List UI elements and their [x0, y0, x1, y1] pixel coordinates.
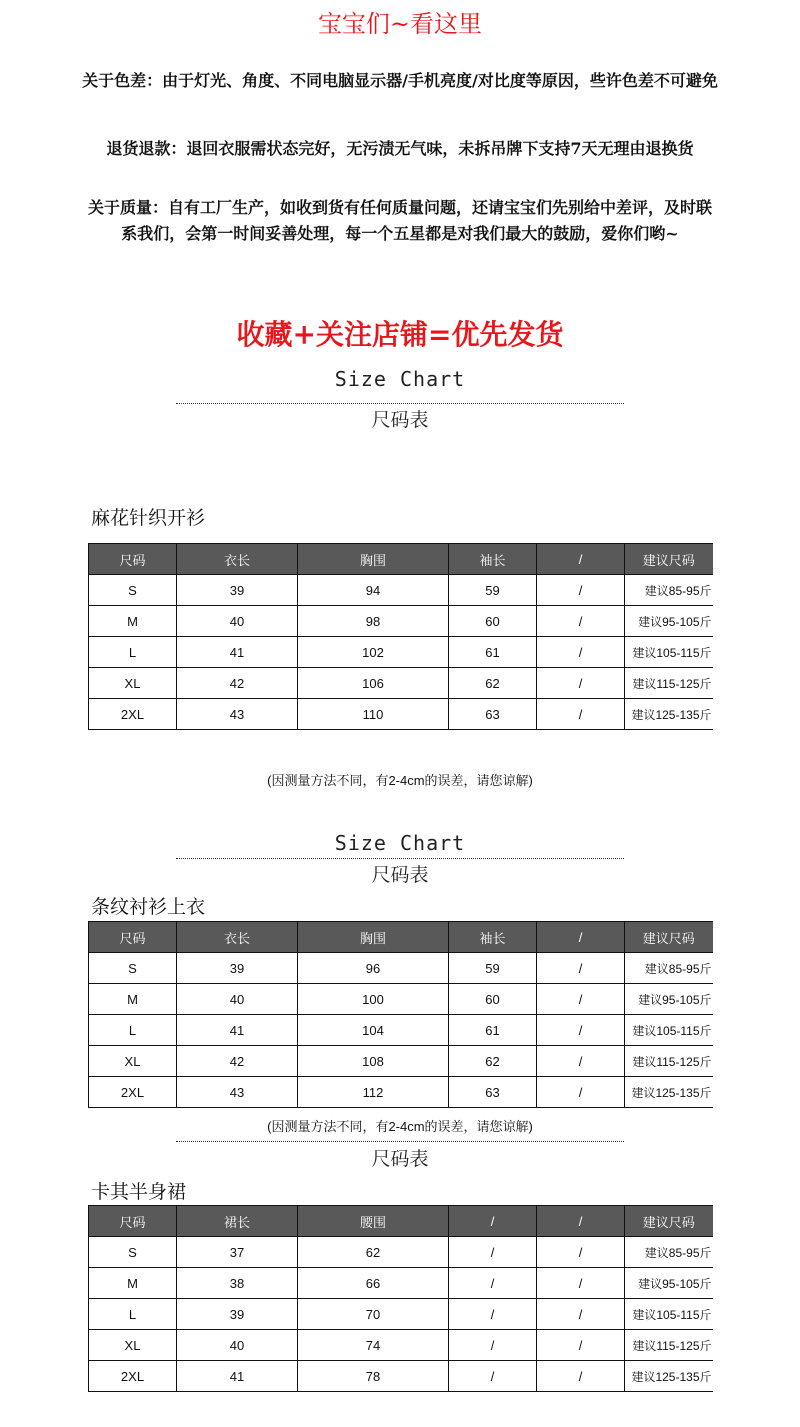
- size-table: [88, 921, 713, 1108]
- table-cell: 建议95-105斤: [625, 984, 713, 1015]
- table-row: [89, 637, 713, 668]
- table-row: [89, 606, 713, 637]
- quality-notice-line-1: 关于质量：自有工厂生产，如收到货有任何质量问题，还请宝宝们先别给中差评，及时联: [87, 198, 712, 217]
- table-header-row: [89, 1206, 713, 1237]
- table-cell: 2XL: [89, 699, 177, 730]
- table-cell: /: [537, 606, 625, 637]
- column-header: /: [537, 544, 625, 575]
- table-cell: 37: [177, 1237, 298, 1268]
- table-cell: 建议95-105斤: [625, 1268, 713, 1299]
- table-cell: 建议115-125斤: [625, 1046, 713, 1077]
- table-cell: 41: [177, 637, 298, 668]
- table-cell: 41: [177, 1361, 298, 1392]
- table-cell: M: [89, 1268, 177, 1299]
- table-cell: 38: [177, 1268, 298, 1299]
- product-title: 麻花针织开衫: [91, 507, 206, 529]
- column-header: 建议尺码: [625, 1206, 713, 1237]
- table-cell: 43: [177, 699, 298, 730]
- table-header-row: [89, 544, 713, 575]
- table-row: [89, 984, 713, 1015]
- size-table-subtitle: 尺码表: [371, 864, 429, 886]
- color-difference-notice: 关于色差：由于灯光、角度、不同电脑显示器/手机亮度/对比度等原因，些许色差不可避免: [82, 71, 718, 90]
- table-cell: 60: [449, 984, 537, 1015]
- table-row: [89, 1046, 713, 1077]
- table-cell: 40: [177, 606, 298, 637]
- table-cell: 61: [449, 1015, 537, 1046]
- table-cell: S: [89, 575, 177, 606]
- table-cell: /: [537, 1237, 625, 1268]
- table-cell: 98: [298, 606, 449, 637]
- table-cell: 59: [449, 575, 537, 606]
- table-cell: L: [89, 1015, 177, 1046]
- table-cell: S: [89, 1237, 177, 1268]
- quality-notice: [0, 195, 800, 247]
- column-header: /: [537, 922, 625, 953]
- table-cell: /: [537, 668, 625, 699]
- divider: [176, 403, 624, 404]
- table-cell: 106: [298, 668, 449, 699]
- table-cell: /: [537, 1077, 625, 1108]
- table-cell: /: [449, 1299, 537, 1330]
- table-cell: 70: [298, 1299, 449, 1330]
- size-chart-heading: Size Chart: [334, 367, 466, 391]
- table-cell: M: [89, 984, 177, 1015]
- table-cell: /: [537, 575, 625, 606]
- table-cell: 60: [449, 606, 537, 637]
- table-cell: 62: [449, 668, 537, 699]
- table-cell: 42: [177, 668, 298, 699]
- table-row: [89, 1268, 713, 1299]
- table-row: [89, 575, 713, 606]
- table-cell: 建议85-95斤: [625, 1237, 713, 1268]
- table-cell: 建议95-105斤: [625, 606, 713, 637]
- table-cell: L: [89, 637, 177, 668]
- table-cell: 建议115-125斤: [625, 668, 713, 699]
- table-cell: /: [537, 984, 625, 1015]
- table-cell: XL: [89, 1046, 177, 1077]
- divider: [176, 858, 624, 859]
- promo-banner: 收藏+关注店铺=优先发货: [236, 318, 564, 351]
- table-cell: /: [537, 1299, 625, 1330]
- table-cell: 94: [298, 575, 449, 606]
- table-cell: /: [537, 637, 625, 668]
- table-row: [89, 1015, 713, 1046]
- table-cell: 62: [298, 1237, 449, 1268]
- table-cell: 41: [177, 1015, 298, 1046]
- column-header: 裙长: [177, 1206, 298, 1237]
- table-row: [89, 1299, 713, 1330]
- table-cell: 43: [177, 1077, 298, 1108]
- table-row: [89, 699, 713, 730]
- table-cell: XL: [89, 668, 177, 699]
- table-cell: /: [537, 699, 625, 730]
- table-row: [89, 1237, 713, 1268]
- return-policy-notice: 退货退款：退回衣服需状态完好，无污渍无气味，未拆吊牌下支持7天无理由退换货: [106, 139, 694, 158]
- column-header: /: [449, 1206, 537, 1237]
- column-header: 尺码: [89, 1206, 177, 1237]
- table-cell: 建议125-135斤: [625, 1077, 713, 1108]
- size-table-subtitle: 尺码表: [371, 409, 429, 431]
- table-cell: 2XL: [89, 1077, 177, 1108]
- measurement-note: (因测量方法不同，有2-4cm的误差，请您谅解): [267, 773, 533, 788]
- size-chart-heading: Size Chart: [334, 831, 466, 855]
- column-header: 衣长: [177, 544, 298, 575]
- table-cell: /: [449, 1330, 537, 1361]
- column-header: 胸围: [298, 922, 449, 953]
- table-cell: 2XL: [89, 1361, 177, 1392]
- table-row: [89, 668, 713, 699]
- table-row: [89, 953, 713, 984]
- divider: [176, 1141, 624, 1142]
- table-cell: 108: [298, 1046, 449, 1077]
- table-cell: 40: [177, 1330, 298, 1361]
- column-header: 建议尺码: [625, 544, 713, 575]
- column-header: /: [537, 1206, 625, 1237]
- table-row: [89, 1077, 713, 1108]
- column-header: 袖长: [449, 922, 537, 953]
- table-cell: 39: [177, 953, 298, 984]
- size-table: [88, 543, 713, 730]
- table-cell: /: [537, 1361, 625, 1392]
- table-cell: /: [537, 1046, 625, 1077]
- column-header: 胸围: [298, 544, 449, 575]
- table-cell: 建议125-135斤: [625, 1361, 713, 1392]
- column-header: 袖长: [449, 544, 537, 575]
- table-cell: 40: [177, 984, 298, 1015]
- table-cell: 96: [298, 953, 449, 984]
- table-cell: 建议115-125斤: [625, 1330, 713, 1361]
- table-cell: 63: [449, 1077, 537, 1108]
- table-cell: 建议105-115斤: [625, 637, 713, 668]
- table-row: [89, 1330, 713, 1361]
- table-cell: 104: [298, 1015, 449, 1046]
- product-title: 卡其半身裙: [91, 1181, 187, 1203]
- table-cell: /: [449, 1237, 537, 1268]
- table-cell: 建议125-135斤: [625, 699, 713, 730]
- table-row: [89, 1361, 713, 1392]
- column-header: 建议尺码: [625, 922, 713, 953]
- table-cell: M: [89, 606, 177, 637]
- table-cell: XL: [89, 1330, 177, 1361]
- quality-notice-line-2: 系我们，会第一时间妥善处理，每一个五星都是对我们最大的鼓励，爱你们哟~: [121, 224, 679, 243]
- table-cell: 39: [177, 1299, 298, 1330]
- table-cell: 78: [298, 1361, 449, 1392]
- size-table-subtitle: 尺码表: [371, 1148, 429, 1170]
- size-table: [88, 1205, 713, 1392]
- table-cell: 59: [449, 953, 537, 984]
- table-header-row: [89, 922, 713, 953]
- table-cell: 112: [298, 1077, 449, 1108]
- table-cell: 建议105-115斤: [625, 1299, 713, 1330]
- table-cell: 110: [298, 699, 449, 730]
- page-title: 宝宝们~看这里: [317, 10, 483, 38]
- table-cell: /: [537, 1330, 625, 1361]
- column-header: 腰围: [298, 1206, 449, 1237]
- table-cell: 74: [298, 1330, 449, 1361]
- table-cell: 63: [449, 699, 537, 730]
- column-header: 衣长: [177, 922, 298, 953]
- table-cell: /: [537, 1015, 625, 1046]
- measurement-note: (因测量方法不同，有2-4cm的误差，请您谅解): [267, 1119, 533, 1134]
- table-cell: /: [537, 1268, 625, 1299]
- table-cell: L: [89, 1299, 177, 1330]
- table-cell: 100: [298, 984, 449, 1015]
- table-cell: 建议85-95斤: [625, 953, 713, 984]
- table-cell: 61: [449, 637, 537, 668]
- table-cell: 102: [298, 637, 449, 668]
- table-cell: /: [449, 1361, 537, 1392]
- column-header: 尺码: [89, 922, 177, 953]
- table-cell: /: [449, 1268, 537, 1299]
- table-cell: 66: [298, 1268, 449, 1299]
- column-header: 尺码: [89, 544, 177, 575]
- table-cell: 62: [449, 1046, 537, 1077]
- product-title: 条纹衬衫上衣: [91, 896, 206, 918]
- table-cell: 42: [177, 1046, 298, 1077]
- table-cell: 39: [177, 575, 298, 606]
- table-cell: 建议105-115斤: [625, 1015, 713, 1046]
- table-cell: 建议85-95斤: [625, 575, 713, 606]
- table-cell: S: [89, 953, 177, 984]
- table-cell: /: [537, 953, 625, 984]
